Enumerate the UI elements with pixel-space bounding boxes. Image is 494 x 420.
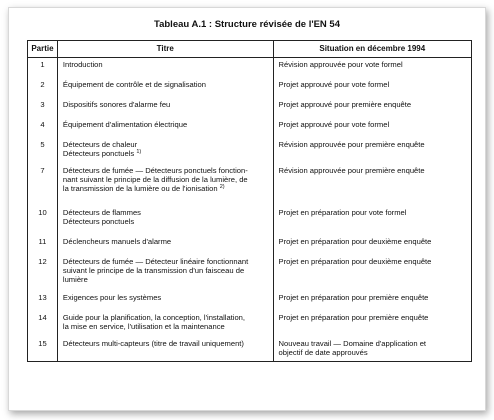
part-number-cell: 5	[28, 138, 58, 164]
table-row	[28, 58, 472, 78]
title-line: Détecteurs de fumée — Détecteurs ponctuels fonction-	[62, 165, 248, 175]
status-cell	[273, 235, 471, 255]
table-row	[28, 118, 472, 138]
status-line: Nouveau travail — Domaine d'application et	[278, 338, 427, 348]
title-line: Équipement d'alimentation électrique	[62, 119, 188, 129]
status-cell	[273, 164, 471, 206]
title-cell	[57, 235, 273, 255]
part-number-cell: 1	[28, 58, 58, 78]
part-number-cell: 7	[28, 164, 58, 206]
table-row	[28, 78, 472, 98]
document-page	[8, 7, 486, 411]
status-line: Projet en préparation pour première enquête	[278, 312, 429, 322]
title-line: Détecteurs de fumée — Détecteur linéaire fonctionnant	[62, 256, 249, 266]
table-row	[28, 255, 472, 291]
table-row	[28, 206, 472, 235]
title-cell	[57, 311, 273, 337]
table-row	[28, 311, 472, 337]
header-part: Partie	[28, 41, 58, 58]
part-number-cell: 3	[28, 98, 58, 118]
part-number-cell: 4	[28, 118, 58, 138]
status-line: Révision approuvée pour première enquête	[278, 139, 425, 149]
part-number-cell: 11	[28, 235, 58, 255]
title-cell	[57, 78, 273, 98]
footnote-marker: 2)	[219, 184, 225, 191]
table-row	[28, 291, 472, 311]
title-line: la transmission de la lumière ou de l'ionisation	[62, 184, 218, 194]
status-line: Révision approuvée pour première enquête	[278, 165, 425, 175]
title-cell	[57, 58, 273, 78]
title-cell	[57, 255, 273, 291]
status-cell	[273, 255, 471, 291]
status-cell	[273, 98, 471, 118]
status-cell	[273, 138, 471, 164]
footnote-marker: 1)	[136, 148, 142, 155]
status-cell	[273, 118, 471, 138]
title-cell	[57, 291, 273, 311]
status-line: Projet approuvé pour vote formel	[278, 79, 390, 89]
status-cell	[273, 58, 471, 78]
status-line: Projet en préparation pour deuxième enquête	[278, 256, 432, 266]
header-row	[28, 41, 472, 58]
part-number-cell: 15	[28, 337, 58, 362]
part-number-cell: 14	[28, 311, 58, 337]
title-cell	[57, 138, 273, 164]
title-cell	[57, 164, 273, 206]
title-line: suivant le principe de la transmission d'un faisceau de	[62, 265, 245, 275]
title-cell	[57, 337, 273, 362]
part-number-cell: 10	[28, 206, 58, 235]
table-row	[28, 164, 472, 206]
status-line: objectif de date approuvés	[278, 347, 368, 357]
status-line: Projet en préparation pour vote formel	[278, 207, 407, 217]
status-cell	[273, 78, 471, 98]
title-line: Détecteurs ponctuels	[62, 216, 135, 226]
status-line: Projet approuvé pour première enquête	[278, 99, 412, 109]
title-line: Détecteurs de chaleur	[62, 139, 138, 149]
part-number-cell: 12	[28, 255, 58, 291]
status-cell	[273, 311, 471, 337]
status-cell	[273, 291, 471, 311]
title-line: Introduction	[62, 60, 103, 69]
table-row	[28, 138, 472, 164]
header-status: Situation en décembre 1994	[273, 41, 471, 58]
status-cell	[273, 337, 471, 362]
en54-structure-table	[27, 40, 472, 362]
title-line: Équipement de contrôle et de signalisation	[62, 79, 207, 89]
title-line: la mise en service, l'utilisation et la maintenance	[62, 321, 225, 331]
part-number-cell: 2	[28, 78, 58, 98]
title-line: Détecteurs ponctuels	[62, 148, 135, 158]
status-line: Projet approuvé pour vote formel	[278, 119, 390, 129]
header-title: Titre	[57, 41, 273, 58]
status-cell	[273, 206, 471, 235]
table-body	[28, 58, 472, 362]
title-line: Guide pour la planification, la conception, l'installation,	[62, 312, 246, 322]
title-line: lumière	[62, 275, 88, 285]
title-line: Détecteurs multi-capteurs (titre de travail uniquement)	[62, 338, 244, 348]
status-line: Révision approuvée pour vote formel	[278, 60, 403, 69]
status-line: Projet en préparation pour première enquête	[278, 292, 429, 302]
status-line: Projet en préparation pour deuxième enquête	[278, 236, 432, 246]
title-line: Déclencheurs manuels d'alarme	[62, 236, 172, 246]
title-line: Dispositifs sonores d'alarme feu	[62, 99, 171, 109]
title-cell	[57, 206, 273, 235]
table-row	[28, 337, 472, 362]
table-row	[28, 98, 472, 118]
part-number-cell: 13	[28, 291, 58, 311]
table-row	[28, 235, 472, 255]
title-cell	[57, 98, 273, 118]
table-caption: Tableau A.1 : Structure révisée de l'EN 54	[154, 19, 340, 30]
title-line: Exigences pour les systèmes	[62, 292, 162, 302]
title-line: Détecteurs de flammes	[62, 207, 141, 217]
title-cell	[57, 118, 273, 138]
title-line: nant suivant le principe de la diffusion de la lumière, de	[62, 174, 248, 184]
